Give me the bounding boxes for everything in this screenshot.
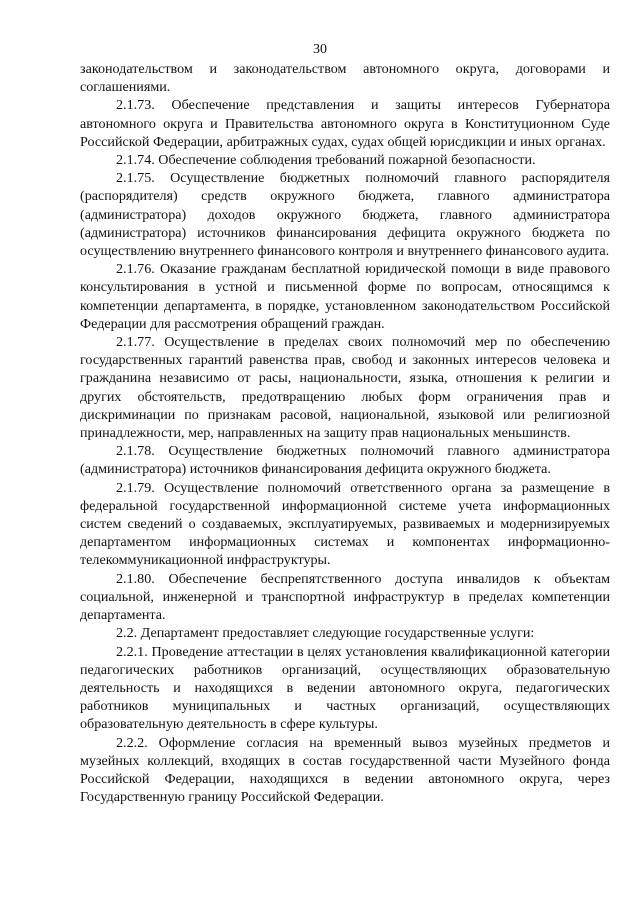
paragraph-2-2-2: 2.2.2. Оформление согласия на временный вывоз музейных предметов и музейных коллекций, входящих в состав государственной части Музейного фонда Российской Федерации, находящихся в ведении автономного округа, через Государственную границу Российской Федерации. (80, 734, 610, 806)
paragraph-2-2-1: 2.2.1. Проведение аттестации в целях установления квалификационной категории педагогических работников организаций, осуществляющих образовательную деятельность и находящихся в ведении автономного округа, педагогических работников муниципальных и частных организаций, осуществляющих образовательную деятельность в сфере культуры. (80, 643, 610, 733)
paragraph-2-1-74: 2.1.74. Обеспечение соблюдения требований пожарной безопасности. (116, 152, 536, 169)
paragraph-2-1-76: 2.1.76. Оказание гражданам бесплатной юридической помощи в виде правового консультирования в устной и письменной форме по вопросам, относящимся к компетенции департамента, в порядке, установленном законодательством Российской Федерации для рассмотрения обращений граждан. (80, 261, 610, 332)
paragraph-2-1-73: 2.1.73. Обеспечение представления и защиты интересов Губернатора автономного округа и Правительства автономного округа в Конституционном Суде Российской Федерации, арбитражных судах, судах общей юрисдикции и иных органах. (80, 97, 610, 150)
paragraph-2-2: 2.2. Департамент предоставляет следующие государственные услуги: (116, 625, 535, 642)
paragraph-2-1-75: 2.1.75. Осуществление бюджетных полномочий главного распорядителя (распорядителя) средств окружного бюджета, главного администратора (администратора) доходов окружного бюджета, главного администратора (администратора) источников финансирования дефицита окружного бюджета по осуществлению внутреннего финансового контроля и внутреннего финансового аудита. (80, 170, 610, 260)
page-number: 30 (313, 42, 327, 57)
paragraph-2-1-80: 2.1.80. Обеспечение беспрепятственного доступа инвалидов к объектам социальной, инженерной и транспортной инфраструктур в пределах компетенции департамента. (80, 570, 610, 624)
paragraph-2-1-78: 2.1.78. Осуществление бюджетных полномочий главного администратора (администратора) источников финансирования дефицита окружного бюджета. (80, 443, 610, 478)
paragraph-2-1-77: 2.1.77. Осуществление в пределах своих полномочий мер по обеспечению государственных гарантий равенства прав, свобод и законных интересов человека и гражданина независимо от расы, национальности, языка, отношения к религии и других обстоятельств, предотвращению любых форм ограничения прав и дискриминации по признакам расовой, национальной, языковой или религиозной принадлежности, мер, направленных на защиту прав национальных меньшинств. (80, 334, 610, 442)
paragraph-2-1-79: 2.1.79. Осуществление полномочий ответственного органа за размещение в федеральной государственной информационной системе учета информационных систем сведений о создаваемых, эксплуатируемых, развиваемых и модернизируемых департаментом информационных системах и компонентах информационно-телекоммуникационной инфраструктуры. (80, 479, 610, 569)
document-body (80, 60, 610, 806)
paragraph-continuation: законодательством и законодательством автономного округа, договорами и соглашениями. (80, 61, 610, 96)
